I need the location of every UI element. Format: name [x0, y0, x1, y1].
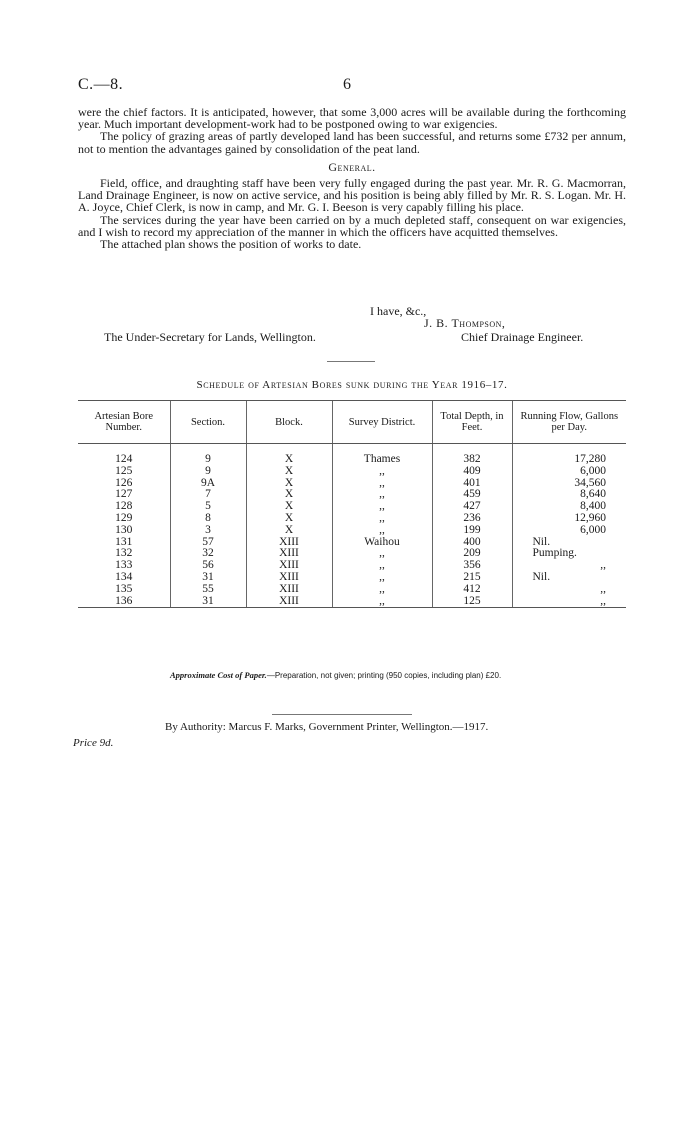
table-cell: XIII — [246, 537, 332, 549]
table-cell: 31 — [170, 596, 246, 608]
paragraph-attached-plan: The attached plan shows the position of works to date. — [100, 237, 362, 252]
table-header-row — [78, 401, 626, 444]
table-cell: 409 — [432, 466, 512, 478]
table-title: Schedule of Artesian Bores sunk during the Year 1916–17. — [196, 379, 508, 391]
table-cell: 3 — [170, 525, 246, 537]
table-cell: 12,960 — [512, 513, 626, 525]
table-cell: 124 — [115, 453, 133, 465]
cost-label: Approximate Cost of Paper. — [170, 670, 267, 680]
printer-authority: By Authority: Marcus F. Marks, Government Printer, Wellington.—1917. — [165, 721, 489, 733]
table-cell: 134 — [115, 570, 133, 583]
column-header: Artesian Bore Number. — [78, 401, 170, 444]
table-cell: 32 — [170, 548, 246, 560]
paragraph-services: The services during the year have been carried on by a much depleted staff, consequent on war exigencies, and I wish to record my appreciation of the manner in which the officers have acquitted themselves. — [78, 212, 626, 239]
cost-text: —Preparation, not given; printing (950 copies, including plan) £20. — [266, 671, 502, 680]
table-cell: XIII — [246, 572, 332, 584]
table-cell: ,, — [512, 596, 626, 608]
table-cell: XIII — [246, 548, 332, 560]
table-cell: ,, — [512, 584, 626, 596]
table-cell: ,, — [332, 478, 432, 490]
table-cell: X — [246, 501, 332, 513]
table-cell: 412 — [432, 584, 512, 596]
table-cell: Nil. — [512, 572, 626, 584]
table-cell: 17,280 — [512, 454, 626, 466]
table-cell: 209 — [432, 548, 512, 560]
table-row — [78, 525, 626, 537]
table-row — [78, 454, 626, 466]
table-cell: 5 — [170, 501, 246, 513]
table-cell: XIII — [246, 596, 332, 608]
table-cell: Waihou — [332, 537, 432, 549]
table-cell: 133 — [115, 559, 133, 572]
table-cell: 130 — [115, 523, 133, 536]
table-cell: 132 — [115, 547, 133, 560]
table-cell: ,, — [332, 596, 432, 608]
section-divider — [327, 361, 375, 362]
table-cell: 129 — [115, 511, 133, 524]
table-cell: 57 — [170, 537, 246, 549]
table-cell: Nil. — [512, 537, 626, 549]
paragraph-grazing: The policy of grazing areas of partly developed land has been successful, and returns some £732 per annum, not to mention the advantages gained by consolidation of the peat land. — [78, 129, 626, 156]
table-cell: 127 — [115, 488, 133, 501]
table-cell: X — [246, 525, 332, 537]
table-cell: 8,400 — [512, 501, 626, 513]
table-cell: 356 — [432, 560, 512, 572]
table-row — [78, 478, 626, 490]
column-header: Block. — [246, 401, 332, 444]
table-cell: ,, — [332, 501, 432, 513]
table-cell: 9A — [170, 478, 246, 490]
general-heading: General. — [328, 159, 376, 174]
cost-of-paper — [170, 670, 501, 680]
table-body — [78, 444, 626, 608]
table-cell: 400 — [432, 537, 512, 549]
table-cell: X — [246, 513, 332, 525]
table-row — [78, 596, 626, 608]
table-cell: XIII — [246, 584, 332, 596]
table-cell: X — [246, 478, 332, 490]
table-row — [78, 584, 626, 596]
table-cell: X — [246, 454, 332, 466]
table-cell: 136 — [78, 596, 170, 608]
signatory-name: J. B. Thompson, — [424, 316, 506, 330]
report-body — [78, 106, 626, 250]
artesian-bores-table — [78, 400, 626, 608]
table-cell: ,, — [332, 513, 432, 525]
table-cell: 126 — [115, 476, 133, 489]
table-cell: Thames — [332, 454, 432, 466]
table-cell: 7 — [170, 489, 246, 501]
table-cell: 6,000 — [512, 525, 626, 537]
table-cell: 427 — [432, 501, 512, 513]
table-cell: ,, — [332, 525, 432, 537]
table-cell: X — [246, 489, 332, 501]
table-cell: 125 — [115, 464, 133, 477]
table-cell: 125 — [432, 596, 512, 608]
table-cell: ,, — [332, 548, 432, 560]
table-cell: 459 — [432, 489, 512, 501]
table-cell: ,, — [332, 489, 432, 501]
table-cell: 131 — [115, 535, 133, 548]
table-cell: 31 — [170, 572, 246, 584]
table-cell: 401 — [432, 478, 512, 490]
table-row — [78, 466, 626, 478]
price: Price 9d. — [73, 737, 114, 749]
paragraph-development: were the chief factors. It is anticipated, however, that some 3,000 acres will be available during the forthcoming year. Much important development-work had to be postponed owing to war exigencies. — [78, 105, 626, 132]
table-cell: 215 — [432, 572, 512, 584]
table-cell: ,, — [332, 584, 432, 596]
page-number: 6 — [343, 76, 351, 93]
table-row — [78, 501, 626, 513]
table-row — [78, 548, 626, 560]
table-cell: 128 — [115, 500, 133, 513]
column-header: Running Flow, Gallons per Day. — [512, 401, 626, 444]
table-row — [78, 572, 626, 584]
document-reference: C.—8. — [78, 76, 124, 93]
table-row — [78, 489, 626, 501]
paragraph-staff: Field, office, and draughting staff have been very fully engaged during the past year. Mr. R. G. Macmorran, Land Drainage Engineer, is now on active service, and his position is being ably filled by Mr. R. S. Logan. Mr. H. A. Joyce, Chief Clerk, is now in camp, and Mr. G. I. Beeson is very capably filling his place. — [78, 176, 626, 215]
table-cell: 6,000 — [512, 466, 626, 478]
table-cell: 135 — [115, 582, 133, 595]
table-cell: ,, — [332, 560, 432, 572]
table-cell: XIII — [246, 560, 332, 572]
column-header: Survey District. — [332, 401, 432, 444]
table-cell: 56 — [170, 560, 246, 572]
table-cell: 236 — [432, 513, 512, 525]
table-cell: ,, — [332, 572, 432, 584]
column-header: Total Depth, in Feet. — [432, 401, 512, 444]
table-cell: 382 — [432, 454, 512, 466]
table-cell: 199 — [432, 525, 512, 537]
footer-divider — [272, 714, 412, 715]
addressee: The Under-Secretary for Lands, Wellington. — [104, 330, 316, 344]
table-cell: 9 — [170, 454, 246, 466]
table-cell: 34,560 — [512, 478, 626, 490]
table-cell: X — [246, 466, 332, 478]
closing-phrase: I have, &c., — [370, 304, 427, 318]
table-cell: ,, — [512, 560, 626, 572]
table-cell: ,, — [332, 466, 432, 478]
table-row — [78, 513, 626, 525]
table-cell: 8 — [170, 513, 246, 525]
signatory-title: Chief Drainage Engineer. — [461, 330, 584, 344]
column-header: Section. — [170, 401, 246, 444]
table-cell: 8,640 — [512, 489, 626, 501]
table-cell: 9 — [170, 466, 246, 478]
table-cell: 55 — [170, 584, 246, 596]
table-cell: Pumping. — [512, 548, 626, 560]
